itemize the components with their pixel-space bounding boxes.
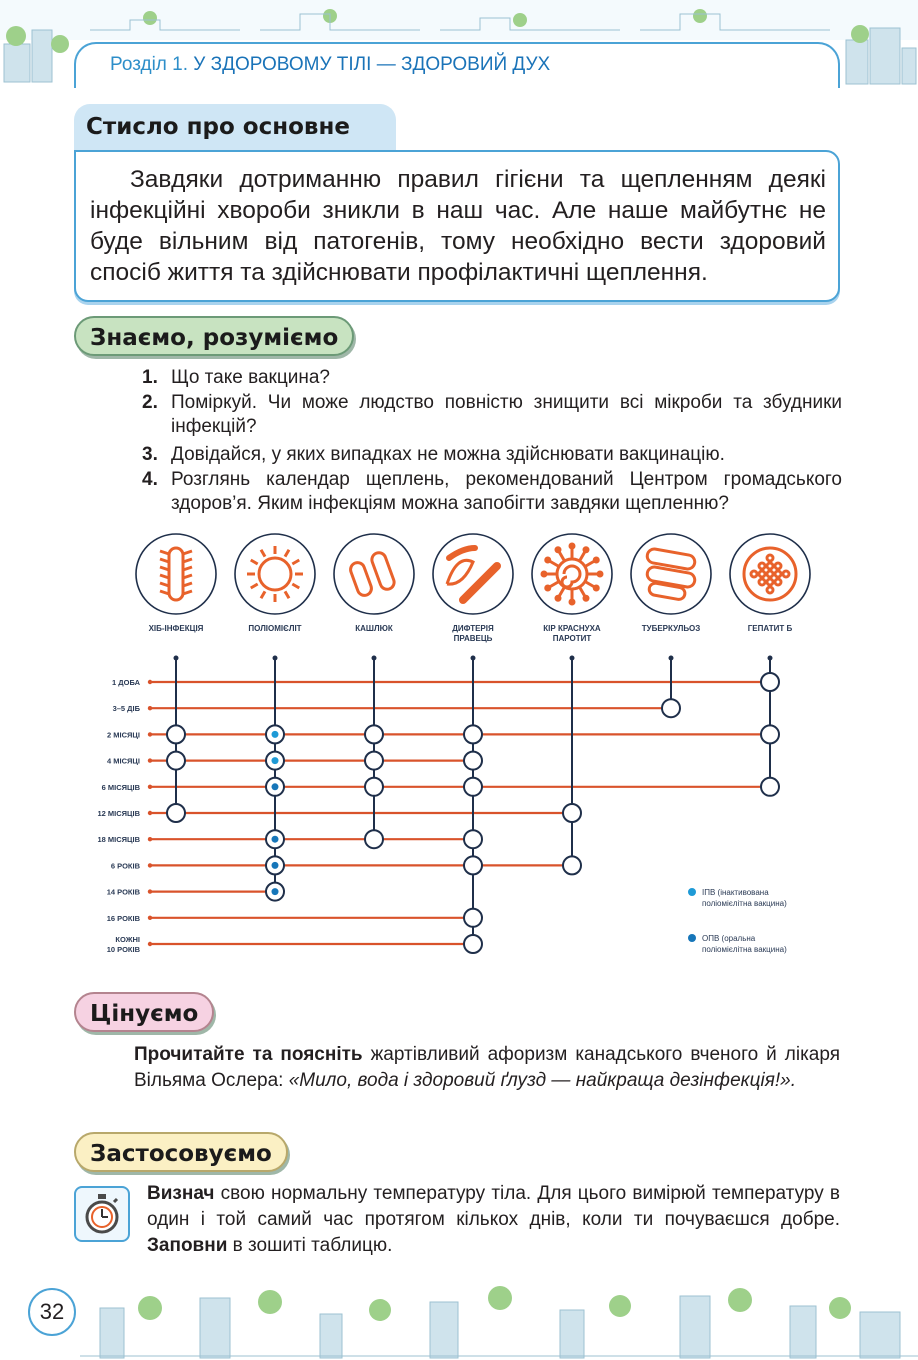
age-label: 2 МІСЯЦІ [107,730,140,740]
question-item [142,468,842,516]
question-text: Довідайся, у яких випадках не можна здійснювати вакцинацію. [171,444,725,465]
age-marker [148,732,152,736]
dose-node [464,778,482,796]
ipv-dot [272,757,279,764]
value-heading: Цінуємо [74,992,214,1032]
page-number: 32 [28,1288,76,1336]
age-marker [148,863,152,867]
dose-node [464,752,482,770]
question-item [142,443,842,467]
age-label: 1 ДОБА [112,678,140,687]
age-marker [148,811,152,815]
age-marker [148,758,152,762]
question-text: Що таке вакцина? [171,367,330,388]
stem-top-dot [471,656,476,661]
age-label: 10 РОКІВ [106,945,140,954]
age-marker [148,837,152,841]
age-marker [148,916,152,920]
disease-label: ГЕПАТИТ Б [747,624,793,633]
disease-label: КІР КРАСНУХА [543,624,601,633]
apply-heading: Застосовуємо [74,1132,288,1172]
age-label: 4 МІСЯЦІ [107,756,140,766]
dose-node [167,752,185,770]
opv-dot [272,836,279,843]
opv-dot [272,888,279,895]
apply-body-1: свою нормальну температуру тіла. Для цього вимірюй температуру в один і той самий час протягом кількох днів, коли ти почуваєшся добре. [147,1183,840,1230]
apply-lead: Визнач [147,1183,215,1204]
age-marker [148,942,152,946]
dose-node [662,699,680,717]
legend-label: ОПВ (оральна [702,934,756,943]
age-label: 16 РОКІВ [106,913,140,923]
disease-label: ПОЛІОМІЄЛІТ [248,624,302,633]
legend-dot [688,888,696,896]
header-section: Розділ 1. [110,54,189,75]
stem-top-dot [372,656,377,661]
apply-lead-2: Заповни [147,1235,228,1256]
vaccination-calendar-chart [88,530,838,960]
dose-node [365,778,383,796]
disease-icon-ring [631,534,711,614]
age-label: КОЖНІ [115,935,140,944]
dose-node [464,935,482,953]
summary-heading: Стисло про основне [74,104,396,150]
disease-label: ПРАВЕЦЬ [453,634,493,643]
dose-node [167,725,185,743]
age-marker [148,680,152,684]
dose-node [464,725,482,743]
know-heading: Знаємо, розуміємо [74,316,354,356]
disease-icon-ring [334,534,414,614]
age-marker [148,785,152,789]
legend-label: ІПВ (інактивована [702,888,769,897]
ipv-dot [272,731,279,738]
dose-node [464,830,482,848]
age-label: 12 МІСЯЦІВ [97,809,140,818]
dose-node [761,673,779,691]
dose-node [464,856,482,874]
disease-label: ПАРОТИТ [552,634,592,643]
header-title: У ЗДОРОВОМУ ТІЛІ — ЗДОРОВИЙ ДУХ [193,54,551,75]
dose-node [563,856,581,874]
age-marker [148,706,152,710]
stopwatch-icon [74,1186,130,1242]
question-number: 1. [142,367,158,388]
summary-text: Завдяки дотриманню правил гігієни та щепленням деякі інфекційні хвороби зникли в наш час. Але наше майбутнє не буде вільним від патогенів, тому необхідно вести здоровий спосіб життя та здійснювати профілактичні щеплення. [90,166,826,286]
value-quote: «Мило, вода і здоровий ґлузд — найкраща дезінфекція!». [288,1070,796,1091]
age-label: 3–5 ДІБ [112,704,140,714]
disease-label: ДИФТЕРІЯ [452,624,494,633]
dose-node [761,778,779,796]
question-item [142,391,842,439]
stem-top-dot [570,656,575,661]
value-body: жартівливий афоризм канадського вченого й лікаря Вільяма Ослера: [134,1044,841,1091]
dose-node [365,725,383,743]
stem-top-dot [273,656,278,661]
stem-top-dot [174,656,179,661]
dose-node [365,752,383,770]
value-paragraph [134,1042,840,1094]
legend-label: поліомієлітна вакцина) [702,899,787,908]
stem-top-dot [768,656,773,661]
stem-top-dot [669,656,674,661]
dose-node [761,725,779,743]
age-label: 14 РОКІВ [106,887,140,897]
apply-paragraph [147,1181,840,1259]
dose-node [167,804,185,822]
bottom-decor-band [0,1268,918,1360]
disease-label: ТУБЕРКУЛЬОЗ [641,624,701,633]
dose-node [365,830,383,848]
question-number: 3. [142,444,158,465]
question-number: 2. [142,392,158,413]
question-number: 4. [142,469,158,490]
age-label: 18 МІСЯЦІВ [97,835,140,845]
opv-dot [272,783,279,790]
apply-body-2: в зошиті таблицю. [227,1235,393,1256]
age-label: 6 РОКІВ [110,861,140,871]
opv-dot [272,862,279,869]
header-breadcrumb [110,54,550,76]
question-text: Розглянь календар щеплень, рекомендований Центром громадського здоров’я. Яким інфекціям можна запобігти завдяки щепленню? [171,469,842,514]
disease-icon-ring [136,534,216,614]
dose-node [563,804,581,822]
question-item [142,366,842,390]
disease-label: КАШЛЮК [355,624,393,633]
age-label: 6 МІСЯЦІВ [101,782,140,792]
value-lead: Прочитайте та поясніть [134,1044,363,1065]
disease-icon-ring [730,534,810,614]
age-marker [148,889,152,893]
legend-dot [688,934,696,942]
disease-label: ХІБ-ІНФЕКЦІЯ [148,624,204,633]
dose-node [464,909,482,927]
legend-label: поліомієлітна вакцина) [702,945,787,954]
question-text: Поміркуй. Чи може людство повністю знищити всі мікроби та збудники інфекцій? [171,392,842,437]
